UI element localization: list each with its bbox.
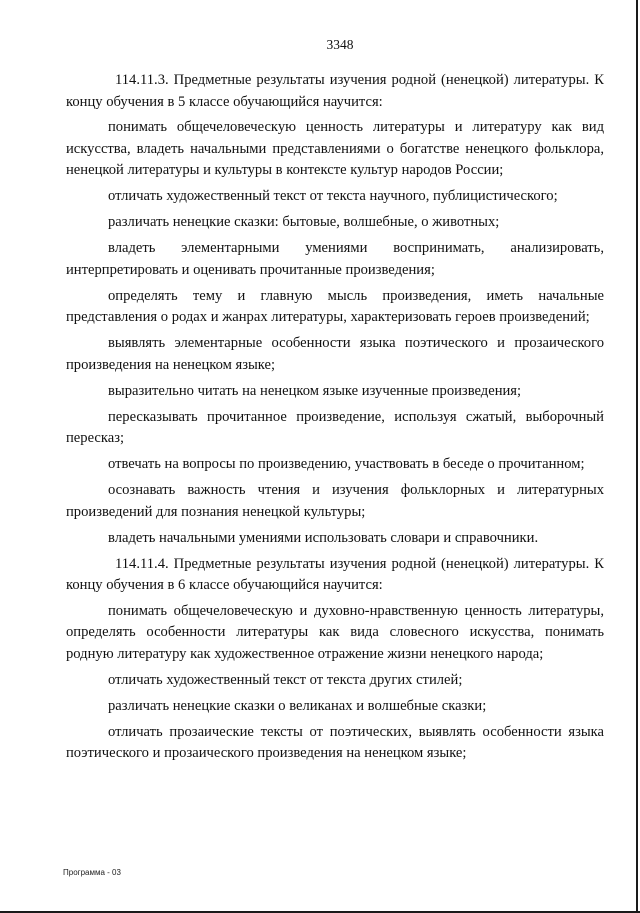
section-heading-5-class: 114.11.3. Предметные результаты изучения родной (ненецкой) литературы. К концу обучения в 5 классе обучающийся научится: bbox=[66, 72, 604, 110]
scan-edge-right bbox=[636, 0, 638, 913]
list-item: отличать художественный текст от текста научного, публицистического; bbox=[108, 188, 558, 204]
list-item: отвечать на вопросы по произведению, участвовать в беседе о прочитанном; bbox=[108, 456, 585, 472]
list-item: осознавать важность чтения и изучения фольклорных и литературных произведений для познания ненецкой культуры; bbox=[66, 482, 604, 520]
footer-label: Программа - 03 bbox=[63, 868, 121, 877]
list-item: пересказывать прочитанное произведение, используя сжатый, выборочный пересказ; bbox=[66, 408, 604, 446]
page-number: 3348 bbox=[326, 37, 354, 52]
list-item: владеть элементарными умениями воспринимать, анализировать, интерпретировать и оценивать прочитанные произведения; bbox=[66, 240, 604, 278]
list-item: определять тему и главную мысль произведения, иметь начальные представления о родах и жанрах литературы, характеризовать героев произведений; bbox=[66, 287, 604, 325]
list-item: отличать прозаические тексты от поэтических, выявлять особенности языка поэтического и прозаического произведения на ненецком языке; bbox=[66, 723, 604, 761]
list-item: владеть начальными умениями использовать словари и справочники. bbox=[108, 529, 539, 546]
list-item: различать ненецкие сказки: бытовые, волшебные, о животных; bbox=[108, 214, 500, 230]
list-item: отличать художественный текст от текста других стилей; bbox=[108, 671, 463, 688]
list-item: понимать общечеловеческую ценность литературы и литературу как вид искусства, владеть начальными представлениями о богатстве ненецкого фольклора, ненецкой литературы и культуры в контексте культур народов России; bbox=[66, 119, 604, 178]
list-item: различать ненецкие сказки о великанах и волшебные сказки; bbox=[108, 697, 487, 714]
section-heading-6-class: 114.11.4. Предметные результаты изучения родной (ненецкой) литературы. К концу обучения в 6 классе обучающийся научится: bbox=[66, 555, 604, 593]
list-item: понимать общечеловеческую и духовно-нравственную ценность литературы, определять особенности литературы как вида словесного искусства, понимать родную литературу как художественное отражение жизни ненецкого народа; bbox=[66, 602, 604, 662]
list-item: выявлять элементарные особенности языка поэтического и прозаического произведения на ненецком языке; bbox=[66, 335, 604, 373]
document-body bbox=[66, 70, 604, 769]
list-item: выразительно читать на ненецком языке изученные произведения; bbox=[108, 382, 522, 399]
